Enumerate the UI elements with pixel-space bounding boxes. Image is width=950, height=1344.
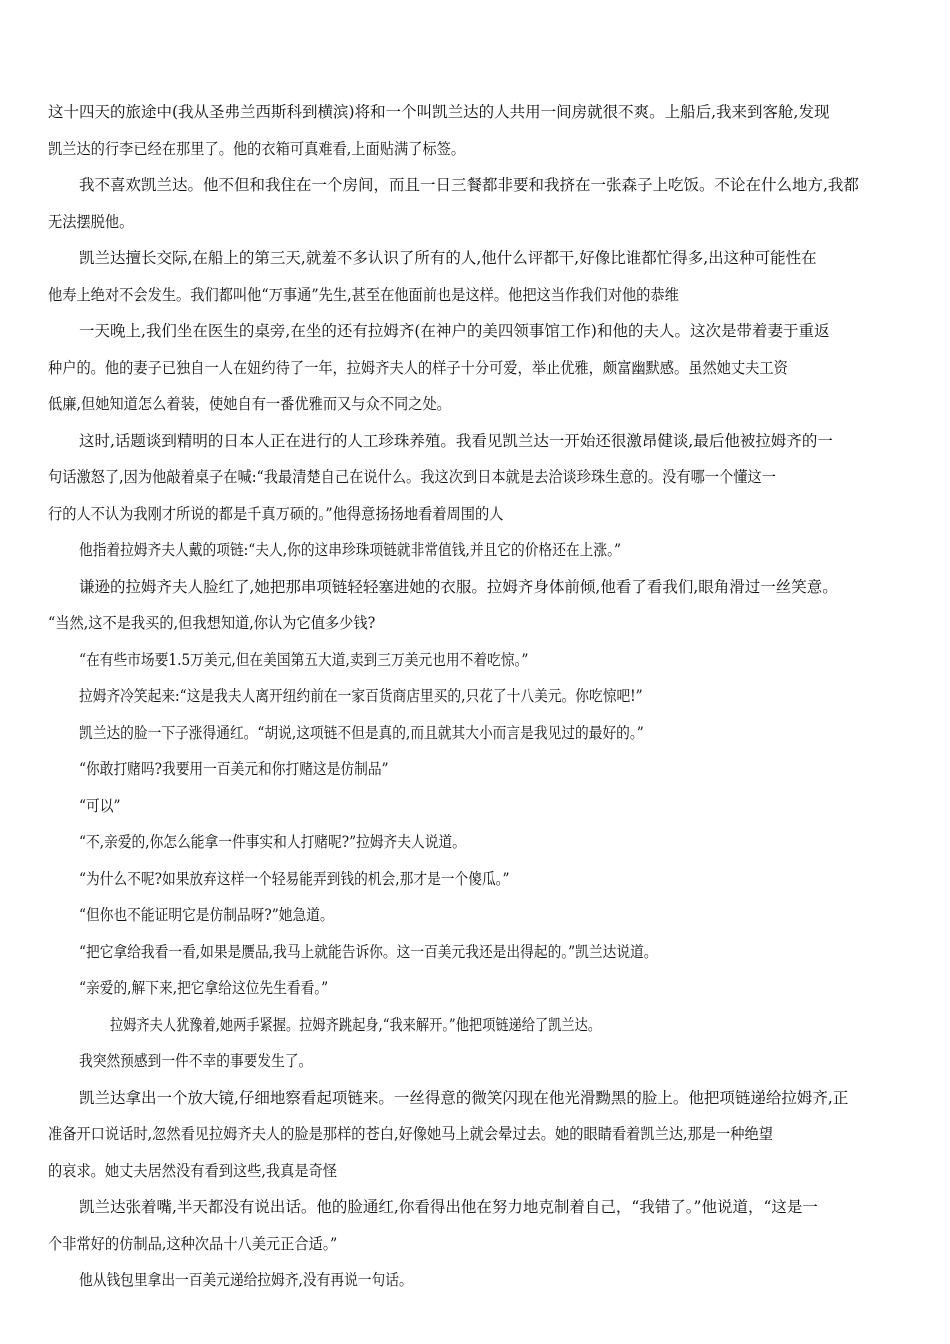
text-line: 他寿上绝对不会发生。我们都叫他“万事通”先生,甚至在他面前也是这样。他把这当作我们对他的恭维 xyxy=(48,286,679,304)
text-line: 凯兰达的行李已经在那里了。他的衣箱可真难看,上面贴满了标签。 xyxy=(48,140,466,158)
text-line: “亲爱的,解下来,把它拿给这位先生看看。” xyxy=(79,979,329,997)
text-line: “可以” xyxy=(79,797,121,815)
text-line: “当然,这不是我买的,但我想知道,你认为它值多少钱? xyxy=(48,614,376,632)
text-line: “在有些市场要1.5万美元,但在美国第五大道,卖到三万美元也用不着吃惊。” xyxy=(79,651,529,669)
text-line: 我突然预感到一件不幸的事要发生了。 xyxy=(79,1052,313,1070)
text-line: “不,亲爱的,你怎么能拿一件事实和人打赌呢?”拉姆齐夫人说道。 xyxy=(79,833,466,851)
text-line: 准备开口说话时,忽然看见拉姆齐夫人的脸是那样的苍白,好像她马上就会晕过去。她的眼睛看着凯兰达,那是一种绝望 xyxy=(48,1125,773,1143)
text-line: 他从钱包里拿出一百美元递给拉姆齐,没有再说一句话。 xyxy=(79,1271,413,1289)
text-line: 凯兰达张着嘴,半天都没有说出话。他的脸通红,你看得出他在努力地克制着自己，“我错了。”他说道，“这是一 xyxy=(79,1198,818,1216)
text-line: 句话激怒了,因为他敲着桌子在喊:“我最清楚自己在说什么。我这次到日本就是去洽谈珍珠生意的。没有哪一个懂这一 xyxy=(48,468,776,486)
text-line: 无法摆脱他。 xyxy=(48,213,134,231)
text-line: 他指着拉姆齐夫人戴的项链:“夫人,你的这串珍珠项链就非常值钱,并且它的价格还在上涨。” xyxy=(79,541,621,559)
text-line: 种户的。他的妻子已独自一人在妞约待了一年，拉姆齐夫人的样子十分可爱，举止优雅，颇富幽默感。虽然她丈夫工资 xyxy=(48,359,788,377)
text-line: 拉姆齐夫人犹豫着,她两手紧握。拉姆齐跳起身,“我来解开。”他把项链递给了凯兰达。 xyxy=(110,1016,602,1034)
text-line: “但你也不能证明它是仿制品呀?”她急道。 xyxy=(79,906,334,924)
text-line: “为什么不呢?如果放弃这样一个轻易能弄到钱的机会,那才是一个傻瓜。” xyxy=(79,870,510,888)
text-line: 个非常好的仿制品,这种次品十八美元正合适。” xyxy=(48,1235,338,1253)
text-line: 一天晚上,我们坐在医生的桌旁,在坐的还有拉姆齐(在神户的美四领事馆工作)和他的夫人。这次是带着妻于重返 xyxy=(79,322,830,340)
text-line: 这时,话题谈到精明的日本人正在进行的人工珍珠养殖。我看见凯兰达一开始还很激昂健谈,最后他被拉姆齐的一 xyxy=(79,432,833,450)
text-line: 凯兰达擅长交际,在船上的第三天,就羞不多认识了所有的人,他什么评都干,好像比谁都忙得多,出这种可能性在 xyxy=(79,249,817,267)
text-line: 这十四天的旅途中(我从圣弗兰西斯科到横滨)将和一个叫凯兰达的人共用一间房就很不爽。上船后,我来到客舱,发现 xyxy=(48,103,830,121)
text-line: “把它拿给我看一看,如果是赝品,我马上就能告诉你。这一百美元我还是出得起的。”凯兰达说道。 xyxy=(79,943,658,961)
text-line: 低廉,但她知道怎么着装，使她自有一番优雅而又与众不同之处。 xyxy=(48,395,451,413)
text-line: 拉姆齐冷笑起来:“这是我夫人离开纽约前在一家百货商店里买的,只花了十八美元。你吃惊吧!” xyxy=(79,687,643,705)
text-line: 我不喜欢凯兰达。他不但和我住在一个房间，而且一日三餐都非要和我挤在一张森子上吃饭。不论在什么地方,我都 xyxy=(79,176,859,194)
text-line: 凯兰达的脸一下子涨得通红。“胡说,这项链不但是真的,而且就其大小而言是我见过的最好的。” xyxy=(79,724,644,742)
text-line: 凯兰达拿出一个放大镜,仔细地察看起项链来。一丝得意的微笑闪现在他光滑黝黑的脸上。他把项链递给拉姆齐,正 xyxy=(79,1089,849,1107)
text-line: “你敢打赌吗?我要用一百美元和你打赌这是仿制品” xyxy=(79,760,389,778)
text-line: 的哀求。她丈夫居然没有看到这些,我真是奇怪 xyxy=(48,1162,338,1180)
text-line: 行的人不认为我刚才所说的都是千真万硕的。”他得意扬扬地看着周围的人 xyxy=(48,505,504,523)
text-line: 谦逊的拉姆齐夫人脸红了,她把那串项链轻轻塞进她的衣服。拉姆齐身体前倾,他看了看我们,眼角滑过一丝笑意。 xyxy=(79,578,838,596)
